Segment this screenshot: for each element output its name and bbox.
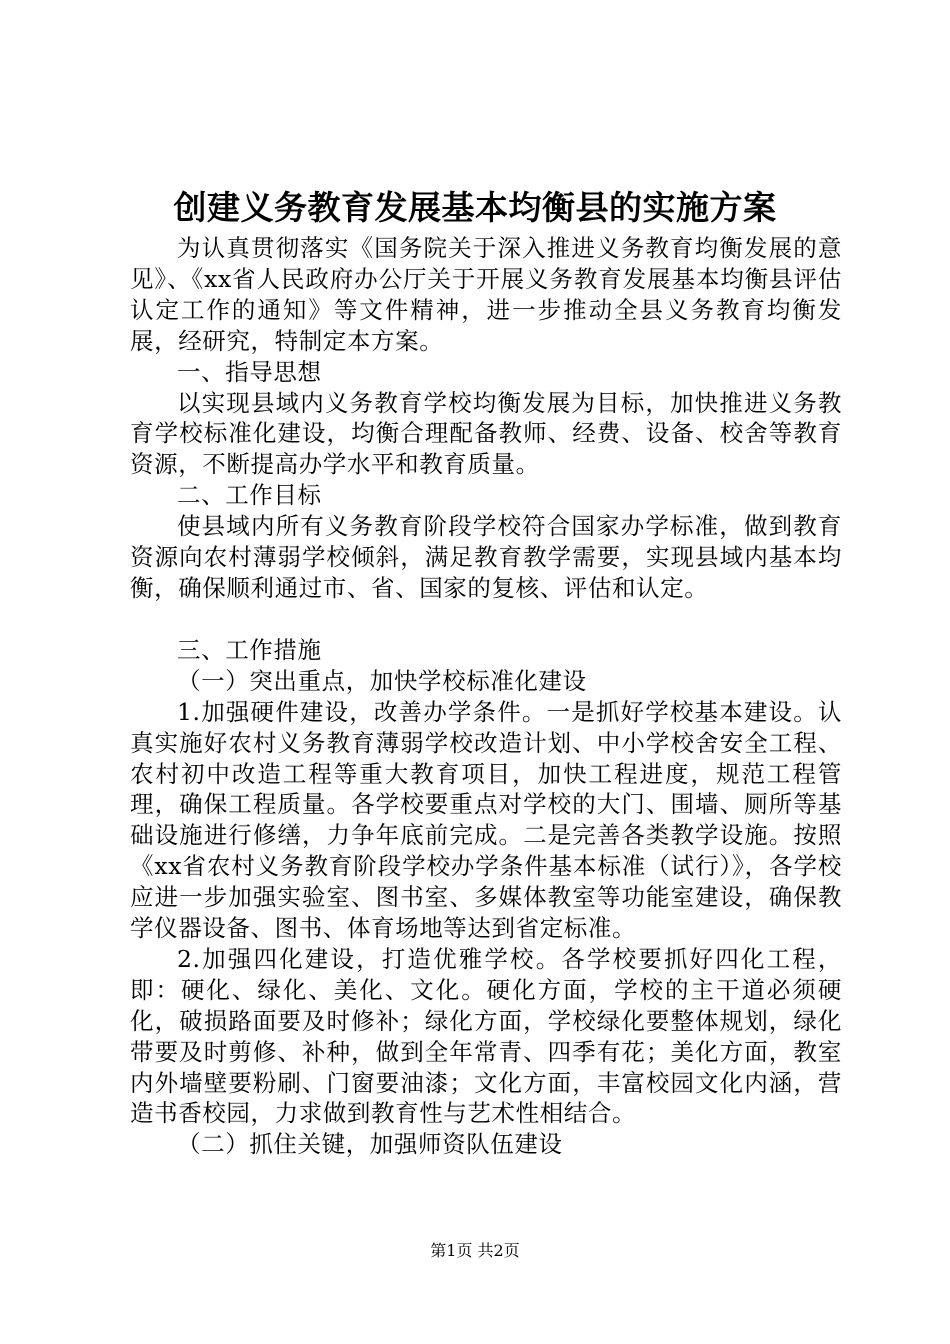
paragraph-intro: 为认真贯彻落实《国务院关于深入推进义务教育均衡发展的意见》、《xx省人民政府办公厅关于开展义务教育发展基本均衡县评估认定工作的通知》等文件精神，进一步推动全县义务教育均衡发展，经研究，特制定本方案。	[130, 234, 842, 355]
document-title: 创建义务教育发展基本均衡县的实施方案	[173, 188, 777, 227]
paragraph-four-modernizations: 2.加强四化建设，打造优雅学校。各学校要抓好四化工程，即：硬化、绿化、美化、文化。硬化方面，学校的主干道必须硬化，破损路面要及时修补；绿化方面，学校绿化要整体规划，绿化带要及时剪修、补种，做到全年常青、四季有花；美化方面，教室内外墙壁要粉刷、门窗要油漆；文化方面，丰富校园文化内涵，营造书香校园，力求做到教育性与艺术性相结合。	[130, 944, 842, 1128]
paragraph-spacer	[130, 604, 842, 635]
section-heading-work-goals: 二、工作目标	[177, 481, 322, 510]
subsection-heading-standardization: （一）突出重点，加快学校标准化建设	[177, 666, 587, 695]
paragraph-hardware-construction: 1.加强硬件建设，改善办学条件。一是抓好学校基本建设。认真实施好农村义务教育薄弱学校改造计划、中小学校舍安全工程、农村初中改造工程等重大教育项目，加快工程进度，规范工程管理，确保工程质量。各学校要重点对学校的大门、围墙、厕所等基础设施进行修缮，力争年底前完成。二是完善各类教学设施。按照《xx省农村义务教育阶段学校办学条件基本标准（试行）》，各学校应进一步加强实验室、图书室、多媒体教室等功能室建设，确保教学仪器设备、图书、体育场地等达到省定标准。	[130, 697, 842, 943]
subsection-heading-teacher-team: （二）抓住关键，加强师资队伍建设	[177, 1130, 563, 1159]
paragraph-work-goals: 使县域内所有义务教育阶段学校符合国家办学标准，做到教育资源向农村薄弱学校倾斜，满足教育教学需要，实现县域内基本均衡，确保顺利通过市、省、国家的复核、评估和认定。	[130, 512, 842, 602]
section-heading-work-measures: 三、工作措施	[177, 635, 322, 664]
section-heading-guiding-ideology: 一、指导思想	[177, 357, 322, 386]
document-body	[130, 233, 842, 1160]
paragraph-guiding-ideology: 以实现县域内义务教育学校均衡发展为目标，加快推进义务教育学校标准化建设，均衡合理配备教师、经费、设备、校舍等教育资源，不断提高办学水平和教育质量。	[130, 388, 842, 479]
page-number-footer: 第1页 共2页	[430, 1241, 520, 1260]
